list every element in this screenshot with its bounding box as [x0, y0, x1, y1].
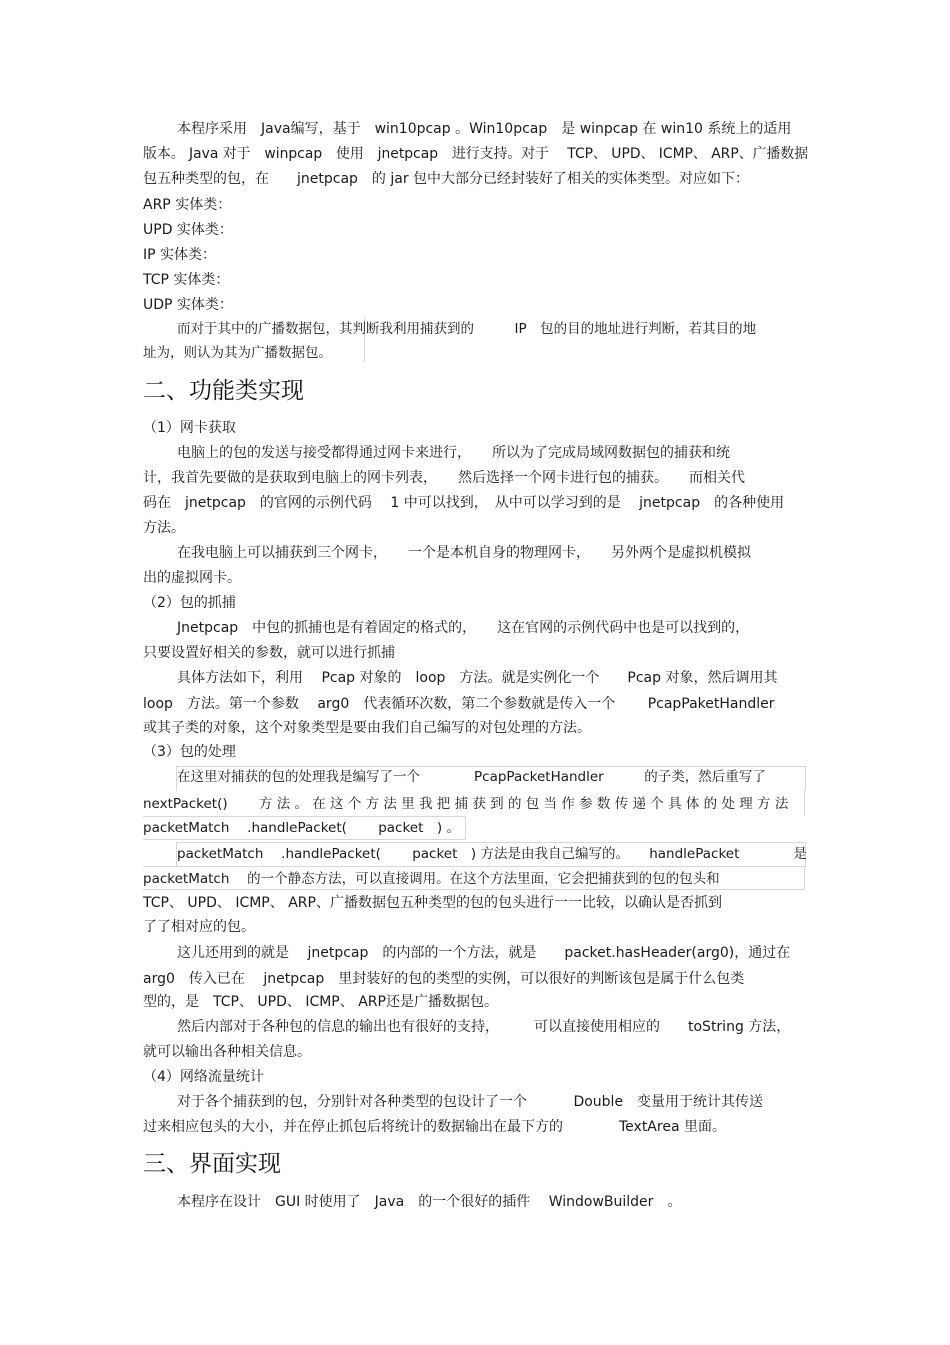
paragraph-line: 出的虚拟网卡。 [143, 570, 241, 586]
paragraph-line: 这儿还用到的就是 jnetpcap 的内部的一个方法，就是 packet.hasHeader(arg0)，通过在 [177, 945, 791, 961]
paragraph-line: packetMatch 的一个静态方法，可以直接调用。在这个方法里面，它会把捕获到的包的包头和 [143, 871, 720, 887]
paragraph-line: 或其子类的对象，这个对象类型是要由我们自己编写的对包处理的方法。 [143, 720, 591, 736]
subsection-heading: （3）包的处理 [143, 744, 236, 760]
paragraph-line: 在这里对捕获的包的处理我是编写了一个 PcapPacketHandler 的子类，然后重写了 [177, 769, 766, 785]
entity-list-item: UDP 实体类： [143, 297, 233, 313]
entity-list-item: UPD 实体类： [143, 222, 233, 238]
section-heading: 三、界面实现 [143, 1151, 281, 1177]
paragraph-line: 计，我首先要做的是获取到电脑上的网卡列表， 然后选择一个网卡进行包的捕获。 而相关代 [143, 470, 745, 486]
paragraph-line: packetMatch .handlePacket( packet ) 方法是由我自己编写的。 handlePacket 是 [177, 846, 807, 862]
paragraph-line: 只要设置好相关的参数，就可以进行抓捕 [143, 645, 395, 661]
paragraph-line: TCP、 UPD、 ICMP、 ARP、广播数据包五种类型的包的包头进行一一比较，以确认是否抓到 [143, 895, 722, 911]
paragraph-line: 本程序在设计 GUI 时使用了 Java 的一个很好的插件 WindowBuilder 。 [177, 1194, 682, 1210]
paragraph-line: 型的，是 TCP、 UPD、 ICMP、 ARP还是广播数据包。 [143, 994, 498, 1010]
paragraph-line: 码在 jnetpcap 的官网的示例代码 1 中可以找到， 从中可以学习到的是 jnetpcap 的各种使用 [143, 495, 785, 511]
section-heading: 二、功能类实现 [143, 378, 304, 404]
paragraph-line: 就可以输出各种相关信息。 [143, 1044, 311, 1060]
paragraph-line: arg0 传入已在 jnetpcap 里封装好的包的类型的实例，可以很好的判断该包是属于什么包类 [143, 971, 745, 987]
entity-list-item: TCP 实体类： [143, 272, 230, 288]
subsection-heading: （4）网络流量统计 [143, 1069, 264, 1085]
paragraph-line: 方法。 [143, 520, 185, 536]
paragraph-line: nextPacket() 方 法 。 在 这 个 方 法 里 我 把 捕 获 到 的 包 当 作 参 数 传 递 个 具 体 的 处 理 方 法 [143, 796, 789, 812]
paragraph-line: 电脑上的包的发送与接受都得通过网卡来进行， 所以为了完成局域网数据包的捕获和统 [177, 445, 730, 461]
broadcast-paragraph-line: 址为，则认为其为广播数据包。 [143, 345, 332, 361]
intro-paragraph-line: 包五种类型的包，在 jnetpcap 的 jar 包中大部分已经封装好了相关的实体类型。对应如下： [143, 171, 750, 187]
subsection-heading: （1）网卡获取 [143, 420, 236, 436]
paragraph-line: Jnetpcap 中包的抓捕也是有着固定的格式的， 这在官网的示例代码中也是可以找到的， [177, 620, 750, 636]
paragraph-line: 在我电脑上可以捕获到三个网卡， 一个是本机自身的物理网卡， 另外两个是虚拟机模拟 [177, 545, 751, 561]
paragraph-line: 过来相应包头的大小，并在停止抓包后将统计的数据输出在最下方的 TextArea 里面。 [143, 1119, 726, 1135]
paragraph-line: 对于各个捕获到的包，分别针对各种类型的包设计了一个 Double 变量用于统计其传送 [177, 1094, 764, 1110]
intro-paragraph-line: 版本。 Java 对于 winpcap 使用 jnetpcap 进行支持。对于 TCP、 UPD、 ICMP、 ARP、广播数据 [143, 146, 809, 162]
paragraph-line: 具体方法如下，利用 Pcap 对象的 loop 方法。就是实例化一个 Pcap 对象，然后调用其 [177, 670, 778, 686]
intro-paragraph-line: 本程序采用 Java编写，基于 win10pcap 。Win10pcap 是 winpcap 在 win10 系统上的适用 [177, 121, 792, 137]
entity-list-item: ARP 实体类： [143, 197, 232, 213]
paragraph-line: 然后内部对于各种包的信息的输出也有很好的支持， 可以直接使用相应的 toString 方法， [177, 1019, 791, 1035]
paragraph-line: packetMatch .handlePacket( packet ) 。 [143, 820, 460, 836]
entity-list-item: IP 实体类： [143, 247, 217, 263]
paragraph-line: loop 方法。第一个参数 arg0 代表循环次数，第二个参数就是传入一个 PcapPaketHandler [143, 696, 775, 712]
broadcast-paragraph-line: 而对于其中的广播数据包，其判断我利用捕获到的 IP 包的目的地址进行判断，若其目的地 [177, 321, 757, 337]
paragraph-line: 了了相对应的包。 [143, 919, 255, 935]
subsection-heading: （2）包的抓捕 [143, 595, 236, 611]
